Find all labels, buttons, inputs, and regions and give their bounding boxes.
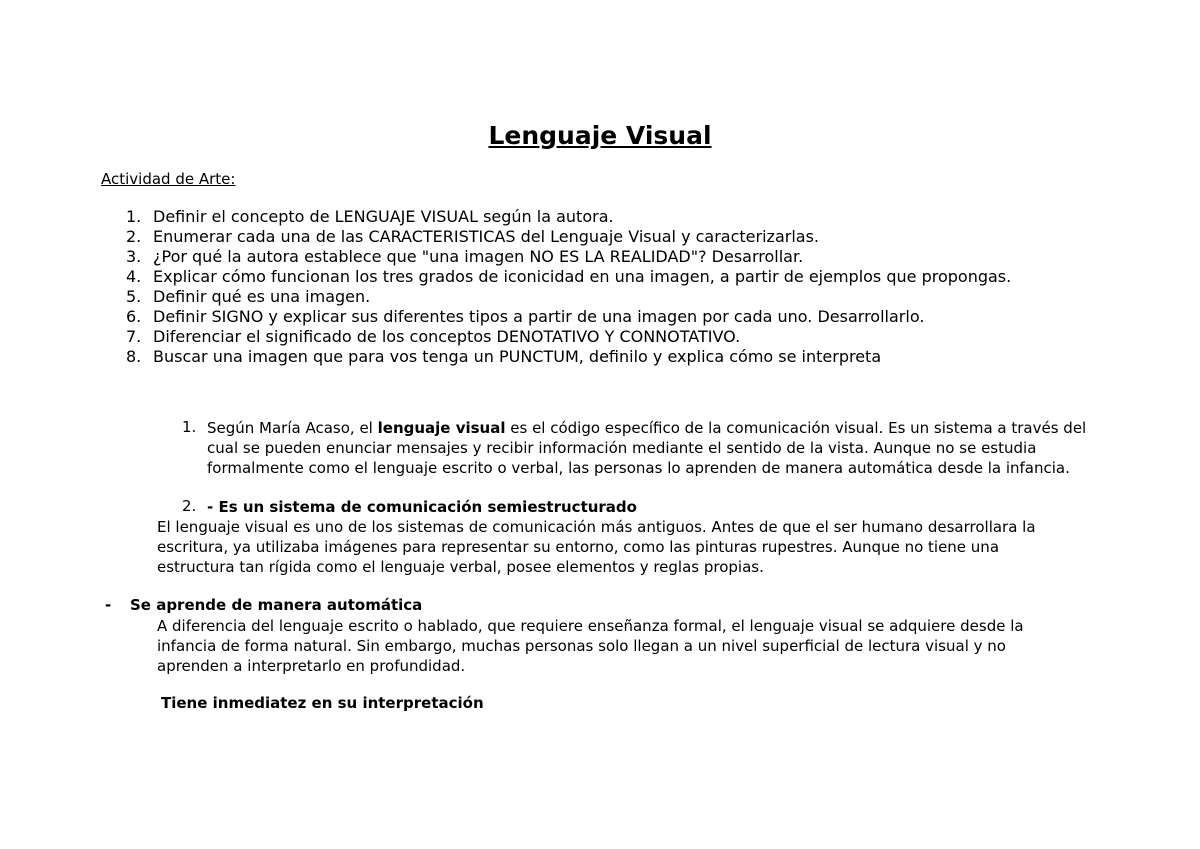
question-text: Buscar una imagen que para vos tenga un PUNCTUM, definilo y explica cómo se interpreta bbox=[153, 347, 882, 366]
list-item bbox=[126, 287, 1011, 307]
question-number: 7. bbox=[126, 327, 142, 346]
answer-1-bold-term: lenguaje visual bbox=[377, 419, 506, 437]
answer-2-heading: - Es un sistema de comunicación semiestructurado bbox=[207, 498, 637, 516]
answer-1-post: es el código específico de la comunicación visual. Es un sistema a través del cual se pueden enunciar mensajes y recibir información mediante el sentido de la vista. Aunque no se estudia formalmente como el lenguaje escrito o verbal, las personas lo aprenden de manera automática desde la infancia. bbox=[207, 419, 1087, 477]
question-number: 3. bbox=[126, 247, 142, 266]
question-text: Definir SIGNO y explicar sus diferentes tipos a partir de una imagen por cada uno. Desarrollarlo. bbox=[153, 307, 925, 326]
question-text: Explicar cómo funcionan los tres grados de iconicidad en una imagen, a partir de ejemplos que propongas. bbox=[153, 267, 1012, 286]
activity-subtitle: Actividad de Arte: bbox=[101, 170, 236, 188]
answer-4-heading: Tiene inmediatez en su interpretación bbox=[161, 694, 484, 712]
question-text: Enumerar cada una de las CARACTERISTICAS del Lenguaje Visual y caracterizarlas. bbox=[153, 227, 819, 246]
answer-3-heading: Se aprende de manera automática bbox=[130, 596, 423, 614]
list-item bbox=[126, 267, 1011, 287]
list-item bbox=[126, 247, 1011, 267]
bullet-dash: - bbox=[105, 596, 112, 614]
question-number: 4. bbox=[126, 267, 142, 286]
list-item bbox=[126, 307, 1011, 327]
answer-2-paragraph: El lenguaje visual es uno de los sistemas de comunicación más antiguos. Antes de que el ser humano desarrollara la escritura, ya utilizaba imágenes para representar su entorno, como las pinturas rupestres. Aunque no tiene una estructura tan rígida como el lenguaje verbal, posee elementos y reglas propias. bbox=[157, 518, 1036, 576]
question-number: 5. bbox=[126, 287, 142, 306]
answer-1-pre: Según María Acaso, el bbox=[207, 419, 378, 437]
question-text: Diferenciar el significado de los conceptos DENOTATIVO Y CONNOTATIVO. bbox=[153, 327, 741, 346]
page-title: Lenguaje Visual bbox=[488, 121, 712, 150]
question-text: Definir el concepto de LENGUAJE VISUAL según la autora. bbox=[153, 207, 614, 226]
questions-list bbox=[126, 207, 1011, 367]
answer-3-paragraph: A diferencia del lenguaje escrito o hablado, que requiere enseñanza formal, el lenguaje visual se adquiere desde la infancia de forma natural. Sin embargo, muchas personas solo llegan a un nivel superficial de lectura visual y no aprenden a interpretarlo en profundidad. bbox=[157, 617, 1024, 675]
question-text: ¿Por qué la autora establece que "una imagen NO ES LA REALIDAD"? Desarrollar. bbox=[153, 247, 804, 266]
question-number: 8. bbox=[126, 347, 142, 366]
answer-1-text bbox=[207, 418, 1107, 478]
list-item bbox=[126, 207, 1011, 227]
list-item bbox=[126, 327, 1011, 347]
question-number: 1. bbox=[126, 207, 142, 226]
answer-number: 2. bbox=[182, 497, 197, 515]
question-number: 6. bbox=[126, 307, 142, 326]
list-item bbox=[126, 227, 1011, 247]
answer-number: 1. bbox=[182, 418, 197, 436]
question-number: 2. bbox=[126, 227, 142, 246]
list-item bbox=[126, 347, 1011, 367]
question-text: Definir qué es una imagen. bbox=[153, 287, 371, 306]
